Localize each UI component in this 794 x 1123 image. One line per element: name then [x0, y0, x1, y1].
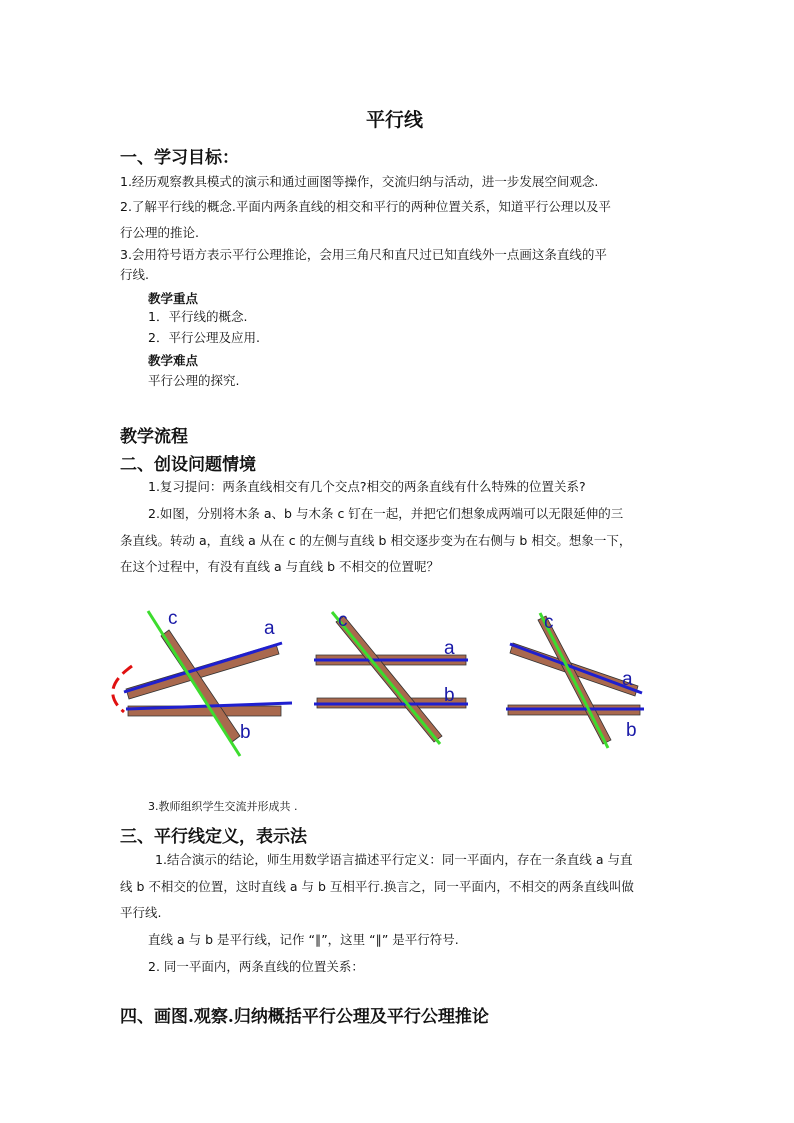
label-b: b [240, 722, 251, 743]
difficulty-label: 教学难点 [148, 353, 199, 368]
section-heading-scenario: 二、创设问题情境 [120, 455, 256, 475]
key-point-2: 2．平行公理及应用. [148, 330, 260, 345]
page-title: 平行线 [366, 109, 424, 131]
objective-1: 1.经历观察教具模式的演示和通过画图等操作，交流归纳与活动，进一步发展空间观念. [120, 174, 599, 189]
key-points-label: 教学重点 [148, 291, 199, 306]
section-heading-objectives: 一、学习目标： [120, 148, 239, 168]
question-2-line-3: 在这个过程中，有没有直线 a 与直线 b 不相交的位置呢？ [120, 559, 439, 574]
rotating-sticks-figure [0, 600, 794, 770]
question-2-line-1: 2.如图，分别将木条 a、b 与木条 c 钉在一起，并把它们想象成两端可以无限延伸的三 [148, 506, 624, 521]
label-a: a [622, 669, 633, 690]
figure-panel-2 [314, 610, 468, 744]
label-b: b [626, 720, 637, 741]
difficulty-1: 平行公理的探究. [148, 373, 240, 388]
section-heading-definition: 三、平行线定义，表示法 [120, 827, 307, 847]
definition-line-2: 线 b 不相交的位置，这时直线 a 与 b 互相平行.换言之，同一平面内，不相交的两条直线叫做 [120, 879, 634, 894]
objective-3-line-1: 3.会用符号语方表示平行公理推论，会用三角尺和直尺过已知直线外一点画这条直线的平 [120, 247, 607, 262]
notation-line: 直线 a 与 b 是平行线，记作 “∥”，这里 “∥” 是平行符号. [148, 932, 459, 947]
figure-panel-3 [506, 612, 644, 748]
definition-line-3: 平行线. [120, 905, 162, 920]
label-c: c [544, 612, 554, 633]
position-relation-line: 2. 同一平面内，两条直线的位置关系： [148, 959, 364, 974]
objective-2-line-1: 2.了解平行线的概念.平面内两条直线的相交和平行的两种位置关系，知道平行公理以及平 [120, 199, 611, 214]
label-c: c [338, 610, 348, 631]
objective-2-line-2: 行公理的推论. [120, 225, 199, 240]
label-a: a [444, 638, 455, 659]
line-c [332, 612, 440, 744]
objective-3-line-2: 行线. [120, 267, 149, 282]
question-2-line-2: 条直线。转动 a，直线 a 从在 c 的左侧与直线 b 相交逐步变为在右侧与 b 相交。想象一下， [120, 533, 632, 548]
question-1: 1.复习提问：两条直线相交有几个交点?相交的两条直线有什么特殊的位置关系? [148, 479, 586, 494]
label-a: a [264, 618, 275, 639]
figure-panel-1 [113, 608, 292, 756]
question-3: 3.教师组织学生交流并形成共 . [148, 800, 298, 813]
definition-line-1: 1.结合演示的结论，师生用数学语言描述平行定义：同一平面内，存在一条直线 a 与直 [155, 852, 633, 867]
label-b: b [444, 685, 455, 706]
label-c: c [168, 608, 178, 629]
teaching-flow-heading: 教学流程 [120, 427, 188, 447]
key-point-1: 1．平行线的概念. [148, 309, 248, 324]
section-heading-drawing: 四、画图.观察.归纳概括平行公理及平行公理推论 [120, 1007, 489, 1027]
